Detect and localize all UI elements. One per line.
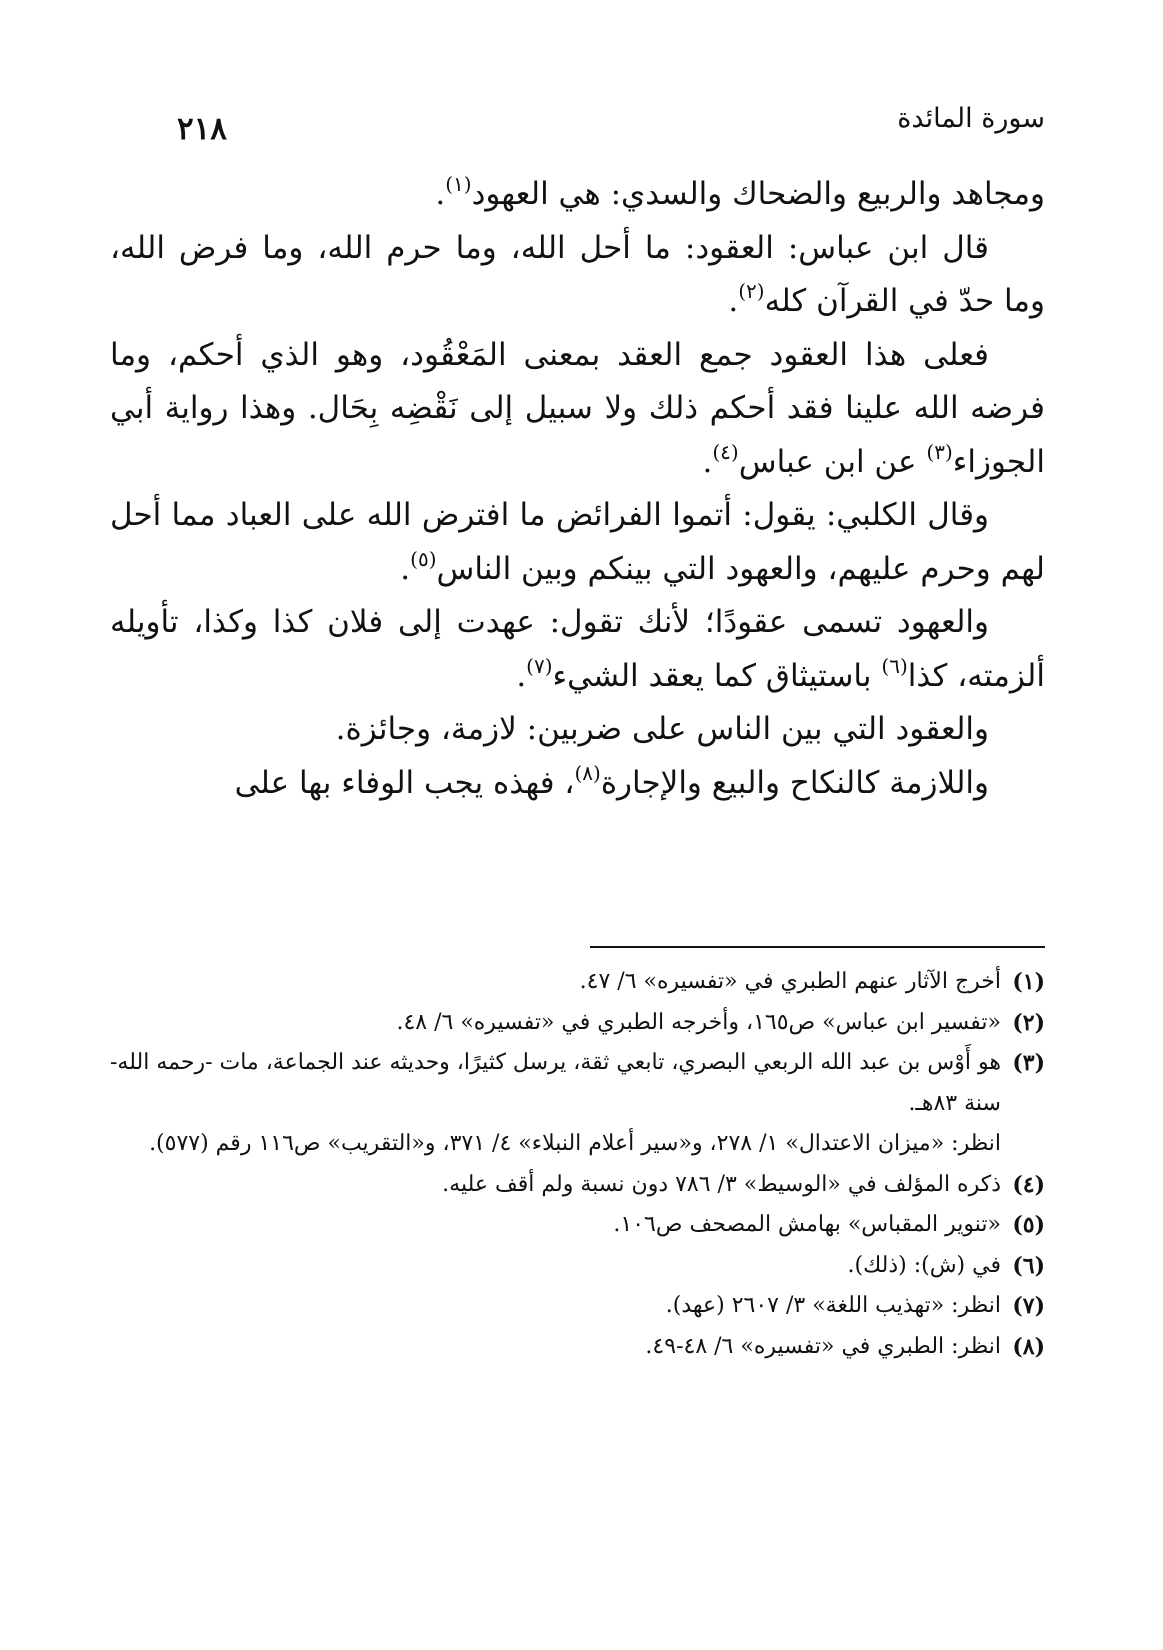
footnote-reference[interactable]: (٤) <box>712 439 739 464</box>
footnotes-section <box>110 962 1045 1367</box>
paragraph-text: . <box>728 283 739 319</box>
paragraph-text: عن ابن عباس <box>738 443 927 480</box>
footnote-number: (٧) <box>1012 1293 1045 1319</box>
paragraph-text: . <box>516 657 527 694</box>
footnote-number: (٤) <box>1012 1171 1045 1198</box>
main-text <box>110 168 1045 810</box>
footnote-reference[interactable]: (٣) <box>926 439 953 464</box>
footnote-item <box>110 1246 1045 1287</box>
paragraph-text: باستيثاق كما يعقد الشيء <box>552 657 882 694</box>
paragraph-text: . <box>400 550 411 587</box>
page-header <box>165 96 1045 156</box>
footnote-text: «تنوير المقباس» بهامش المصحف ص١٠٦. <box>613 1212 1001 1237</box>
footnote-text: أخرج الآثار عنهم الطبري في «تفسيره» ٦/ ٤٧. <box>579 969 1001 994</box>
footnote-number: (٦) <box>1012 1252 1045 1279</box>
paragraph <box>110 222 1045 329</box>
footnote-text: انظر: «ميزان الاعتدال» ١/ ٢٧٨، و«سير أعلام النبلاء» ٤/ ٣٧١، و«التقريب» ص١١٦ رقم (٥٧٧). <box>149 1131 1001 1156</box>
footnote-item <box>110 1165 1045 1206</box>
paragraph-text: وقال الكلبي: يقول: أتموا الفرائض ما افترض الله على العباد مما أحل لهم وحرم عليهم، والعهود التي بينكم وبين الناس <box>110 497 1045 587</box>
footnote-number: (٥) <box>1012 1212 1045 1238</box>
footnote-reference[interactable]: (٧) <box>526 653 553 678</box>
running-head-surah-title: سورة المائدة <box>897 103 1045 134</box>
paragraph <box>110 596 1045 703</box>
footnote-reference[interactable]: (٢) <box>738 279 765 303</box>
footnote-text: هو أَوْس بن عبد الله الربعي البصري، تابعي ثقة، يرسل كثيرًا، وحديثه عند الجماعة، مات -رحمه الله- سنة ٨٣هـ. <box>110 1050 1001 1116</box>
paragraph <box>110 168 1045 222</box>
page-number: ٢١٨ <box>177 111 227 147</box>
paragraph-text: ومجاهد والربيع والضحاك والسدي: هي العهود <box>471 176 1045 212</box>
paragraph <box>110 489 1045 596</box>
paragraph <box>110 703 1045 757</box>
paragraph-text: والعهود تسمى عقودًا؛ لأنك تقول: عهدت إلى فلان كذا وكذا، تأويله ألزمته، كذا <box>110 604 1045 694</box>
paragraph-text: قال ابن عباس: العقود: ما أحل الله، وما حرم الله، وما فرض الله، وما حدّ في القرآن كله <box>110 229 1045 319</box>
footnote-number: (٨) <box>1012 1333 1045 1360</box>
paragraph <box>110 329 1045 490</box>
footnote-number: (٢) <box>1012 1009 1045 1036</box>
footnote-text: في (ش): (ذلك). <box>847 1252 1001 1278</box>
footnote-reference[interactable]: (١) <box>445 172 472 196</box>
paragraph-text: . <box>435 176 446 212</box>
footnote-reference[interactable]: (٨) <box>574 760 601 785</box>
footnote-reference[interactable]: (٥) <box>410 546 437 571</box>
footnote-text: «تفسير ابن عباس» ص١٦٥، وأخرجه الطبري في «تفسيره» ٦/ ٤٨. <box>396 1009 1001 1035</box>
footnote-text: ذكره المؤلف في «الوسيط» ٣/ ٧٨٦ دون نسبة ولم أقف عليه. <box>442 1171 1001 1197</box>
footnote-item <box>110 1286 1045 1327</box>
paragraph-text: واللازمة كالنكاح والبيع والإجارة <box>600 764 989 801</box>
footnote-reference[interactable]: (٦) <box>881 653 908 678</box>
footnote-separator <box>590 946 1045 948</box>
paragraph-text: . <box>702 443 713 480</box>
footnote-item <box>110 1205 1045 1246</box>
footnote-text: انظر: «تهذيب اللغة» ٣/ ٢٦٠٧ (عهد). <box>665 1293 1001 1318</box>
paragraph-text: فعلى هذا العقود جمع العقد بمعنى المَعْقُود، وهو الذي أحكم، وما فرضه الله علينا فقد أحكم ذلك ولا سبيل إلى نَقْضِه بِحَال. وهذا رواية أبي الجوزاء <box>110 336 1045 480</box>
footnote-number: (١) <box>1012 969 1045 995</box>
footnote-item <box>110 1327 1045 1368</box>
footnote-text: انظر: الطبري في «تفسيره» ٦/ ٤٨-٤٩. <box>645 1333 1001 1359</box>
paragraph <box>110 757 1045 811</box>
paragraph-text: والعقود التي بين الناس على ضربين: لازمة، وجائزة. <box>335 711 989 747</box>
footnote-item <box>110 1043 1045 1165</box>
paragraph-text: ، فهذه يجب الوفاء بها على <box>234 764 575 801</box>
footnote-item <box>110 962 1045 1003</box>
footnote-item <box>110 1003 1045 1044</box>
footnote-number: (٣) <box>1012 1050 1045 1076</box>
